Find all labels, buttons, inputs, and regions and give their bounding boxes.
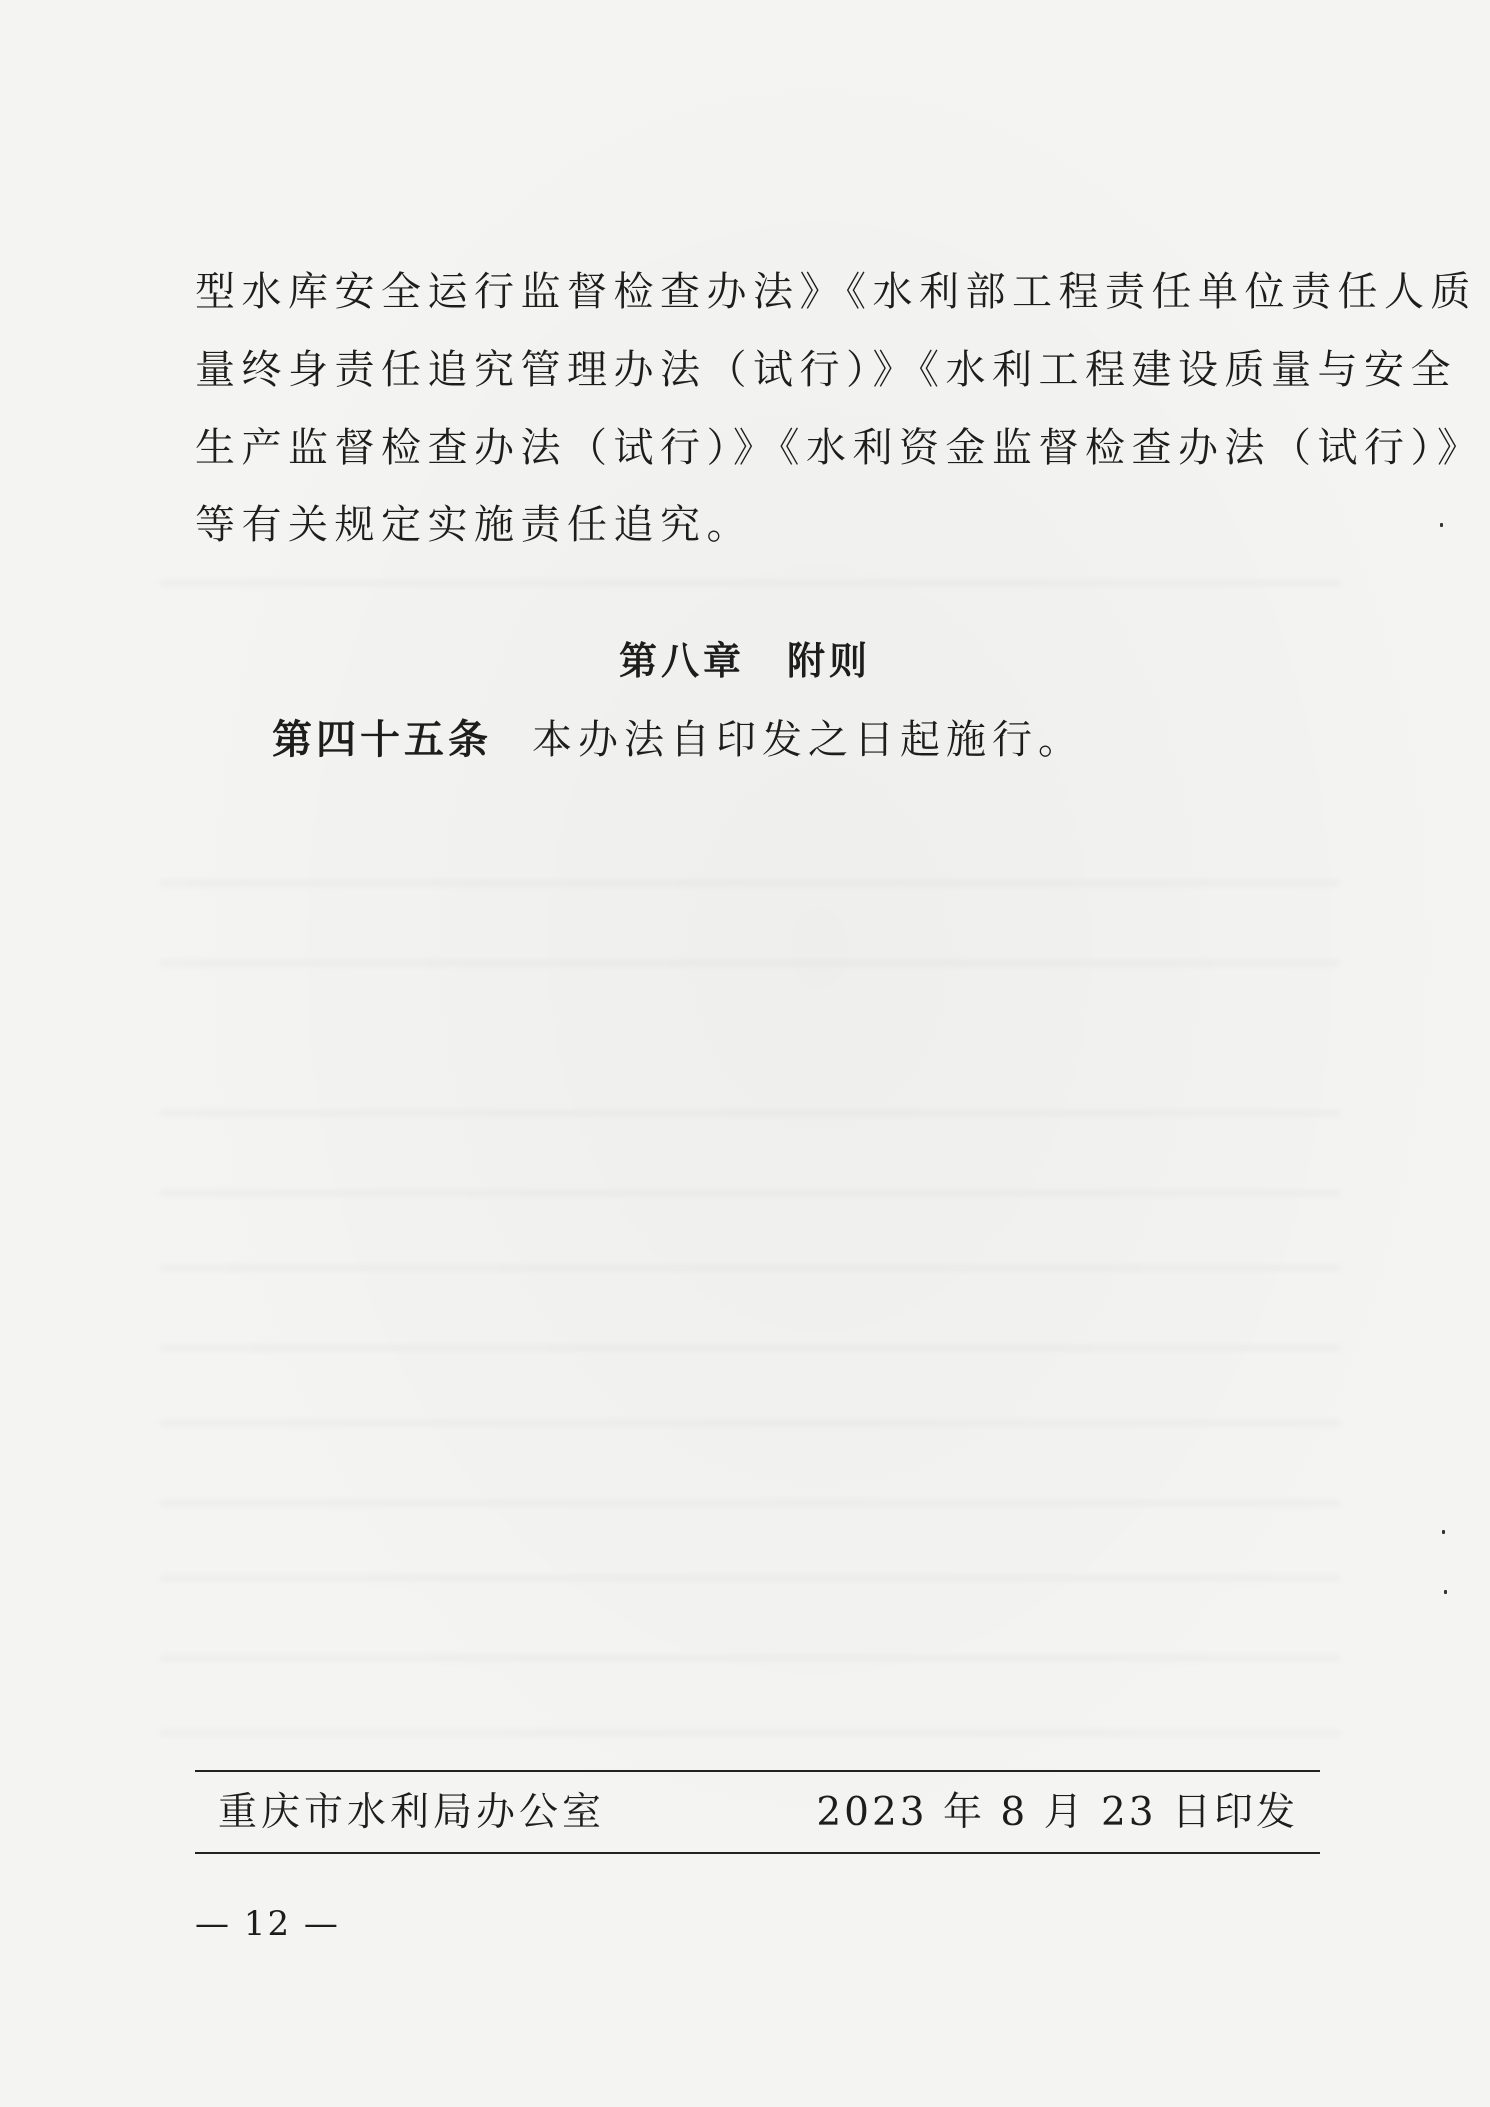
issue-date: 2023 年 8 月 23 日印发 <box>816 1790 1298 1835</box>
article-number: 第四十五条 <box>272 717 492 763</box>
bleed-through-mark <box>160 580 1340 586</box>
scan-speck <box>1444 1590 1447 1594</box>
bleed-through-mark <box>160 880 1340 886</box>
bleed-through-mark <box>160 1730 1340 1736</box>
bleed-through-mark <box>160 1500 1340 1506</box>
chapter-title: 附则 <box>787 639 872 683</box>
body-text-line: 生产监督检查办法（试行）》《水利资金监督检查办法（试行）》 <box>195 425 1484 471</box>
bleed-through-mark <box>160 1420 1340 1426</box>
bleed-through-mark <box>160 1110 1340 1116</box>
scan-speck <box>1442 1530 1445 1534</box>
bleed-through-mark <box>160 960 1340 966</box>
bleed-through-mark <box>160 1655 1340 1661</box>
chapter-number: 第八章 <box>618 639 745 683</box>
body-text-line: 型水库安全运行监督检查办法》《水利部工程责任单位责任人质 <box>195 269 1477 315</box>
issuer-name: 重庆市水利局办公室 <box>218 1790 606 1835</box>
bleed-through-mark <box>160 1190 1340 1196</box>
bleed-through-mark <box>160 1265 1340 1271</box>
body-text-line: 等有关规定实施责任追究。 <box>195 502 753 548</box>
bleed-through-mark <box>160 1345 1340 1351</box>
body-text-line: 量终身责任追究管理办法（试行）》《水利工程建设质量与安全 <box>195 347 1457 393</box>
chapter-heading <box>0 639 1490 683</box>
article-paragraph <box>272 717 1084 763</box>
footer-top-rule <box>195 1770 1320 1772</box>
scan-speck <box>1440 523 1443 527</box>
page-number: — 12 — <box>195 1904 340 1944</box>
bleed-through-mark <box>160 1575 1340 1581</box>
article-text: 本办法自印发之日起施行。 <box>532 717 1084 763</box>
footer-bottom-rule <box>195 1852 1320 1854</box>
